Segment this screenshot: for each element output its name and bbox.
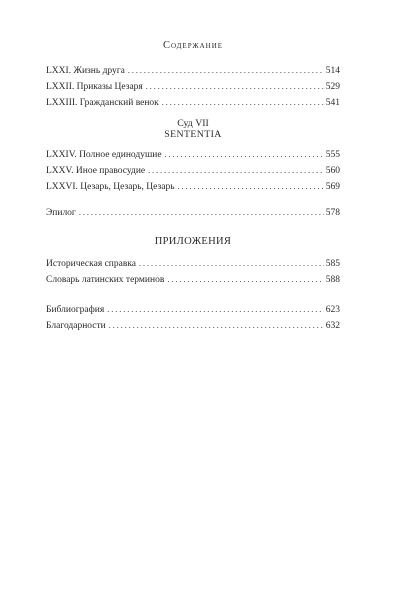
dot-leader — [165, 147, 324, 163]
spacer — [46, 221, 340, 235]
toc-entry-page: 632 — [325, 321, 340, 331]
toc-entry-historical-note — [46, 256, 340, 272]
spacer — [46, 140, 340, 147]
dot-leader — [178, 179, 324, 195]
dot-leader — [107, 302, 324, 318]
toc-entry-title: LXXIV. Полное единодушие — [46, 150, 162, 160]
toc-entry-chapter-71 — [46, 63, 340, 79]
toc-entry-title: LXXV. Иное правосудие — [46, 166, 146, 176]
toc-entry-page: 529 — [325, 82, 340, 92]
spacer — [46, 111, 340, 118]
toc-entry-page: 585 — [325, 259, 340, 269]
toc-entry-title: LXXIII. Гражданский венок — [46, 98, 159, 108]
toc-entry-chapter-74 — [46, 147, 340, 163]
toc-entry-page: 578 — [325, 208, 340, 218]
dot-leader — [79, 205, 324, 221]
toc-entry-page: 623 — [325, 305, 340, 315]
dot-leader — [146, 79, 324, 95]
toc-entry-title: LXXVI. Цезарь, Цезарь, Цезарь — [46, 182, 175, 192]
spacer — [46, 249, 340, 256]
dot-leader — [109, 318, 324, 334]
spacer — [46, 288, 340, 302]
court-title: SENTENTIA — [164, 129, 222, 140]
toc-entry-chapter-76 — [46, 179, 340, 195]
dot-leader — [128, 63, 324, 79]
toc-entry-title: LXXII. Приказы Цезаря — [46, 82, 143, 92]
dot-leader — [148, 163, 324, 179]
toc-entry-page: 555 — [325, 150, 340, 160]
toc-entry-page: 588 — [325, 275, 340, 285]
toc-entry-page: 541 — [325, 98, 340, 108]
toc-entry-title: Словарь латинских терминов — [46, 275, 165, 285]
spacer — [46, 195, 340, 205]
toc-entry-title: LXXI. Жизнь друга — [46, 66, 125, 76]
toc-entry-acknowledgements — [46, 318, 340, 334]
appendix-heading: ПРИЛОЖЕНИЯ — [154, 236, 232, 247]
dot-leader — [167, 272, 323, 288]
running-head: Содержание — [162, 40, 224, 51]
dot-leader — [139, 256, 324, 272]
toc-entry-chapter-72 — [46, 79, 340, 95]
book-page — [46, 0, 340, 606]
toc-entry-chapter-75 — [46, 163, 340, 179]
toc-entry-title: Эпилог — [46, 208, 76, 218]
table-of-contents — [46, 63, 340, 334]
toc-entry-epilogue — [46, 205, 340, 221]
toc-entry-page: 560 — [325, 166, 340, 176]
toc-entry-page: 514 — [325, 66, 340, 76]
toc-entry-page: 569 — [325, 182, 340, 192]
toc-entry-chapter-73 — [46, 95, 340, 111]
toc-entry-title: Библиография — [46, 305, 105, 315]
toc-entry-title: Благодарности — [46, 321, 106, 331]
toc-entry-glossary — [46, 272, 340, 288]
toc-entry-bibliography — [46, 302, 340, 318]
toc-entry-title: Историческая справка — [46, 259, 137, 269]
court-label: Суд VII — [177, 118, 209, 129]
dot-leader — [162, 95, 324, 111]
